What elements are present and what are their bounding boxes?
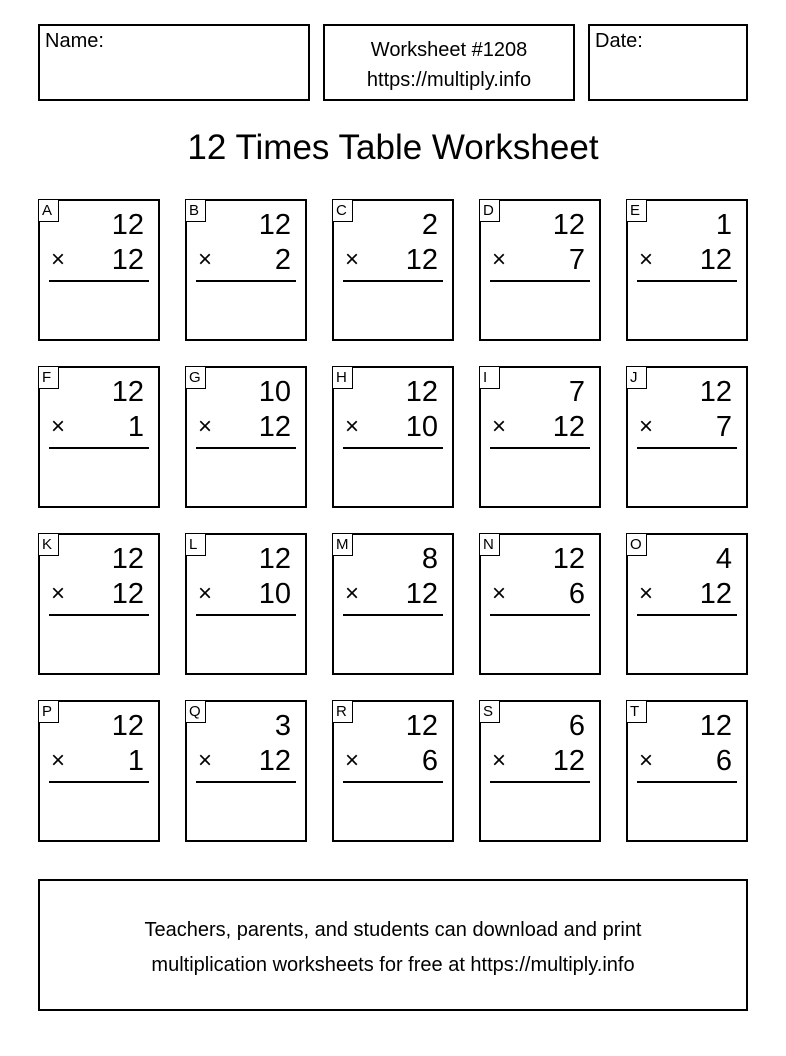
answer-line [196,781,296,783]
problem-card[interactable] [479,533,601,675]
problem-card[interactable] [38,533,160,675]
worksheet-number: Worksheet #1208 [370,39,528,61]
multiplicand: 12 [405,376,438,408]
answer-line [49,447,149,449]
answer-line [196,614,296,616]
worksheet-info-box [323,24,575,101]
multiplier: 10 [405,411,438,443]
multiplicand: 12 [258,209,291,241]
answer-line [49,781,149,783]
problem-letter: C [332,199,353,222]
times-sign: × [345,413,360,440]
multiplier: 12 [405,244,438,276]
problem-card[interactable] [626,199,748,341]
times-sign: × [198,246,213,273]
problem-card[interactable] [332,700,454,842]
times-sign: × [345,580,360,607]
answer-line [343,614,443,616]
multiplier: 12 [699,578,732,610]
problem-letter: G [185,366,206,389]
footer-line-1: Teachers, parents, and students can download and print [144,919,642,941]
times-sign: × [345,246,360,273]
multiplier: 7 [568,244,585,276]
answer-line [637,614,737,616]
problem-card[interactable] [185,533,307,675]
problem-card[interactable] [332,533,454,675]
problem-letter: J [626,366,647,389]
multiplier: 12 [699,244,732,276]
times-sign: × [51,747,66,774]
times-sign: × [639,413,654,440]
answer-line [490,280,590,282]
multiplier: 1 [127,411,144,443]
problem-card[interactable] [38,700,160,842]
times-sign: × [51,246,66,273]
times-sign: × [492,413,507,440]
multiplier: 12 [258,745,291,777]
problem-letter: Q [185,700,206,723]
multiplier: 7 [715,411,732,443]
times-sign: × [639,246,654,273]
problem-letter: P [38,700,59,723]
multiplicand: 12 [552,543,585,575]
times-sign: × [639,580,654,607]
problem-card[interactable] [626,366,748,508]
multiplier: 6 [421,745,438,777]
problem-letter: S [479,700,500,723]
times-sign: × [51,413,66,440]
multiplier: 6 [568,578,585,610]
answer-line [49,614,149,616]
answer-line [637,781,737,783]
multiplicand: 12 [111,376,144,408]
problem-letter: H [332,366,353,389]
problem-card[interactable] [332,199,454,341]
multiplicand: 2 [421,209,438,241]
date-label: Date: [595,30,643,52]
multiplier: 12 [111,244,144,276]
multiplicand: 12 [699,376,732,408]
problem-card[interactable] [479,366,601,508]
problem-card[interactable] [38,199,160,341]
problem-letter: T [626,700,647,723]
footer-line-2: multiplication worksheets for free at https://multiply.info [151,954,635,976]
times-sign: × [198,747,213,774]
times-sign: × [639,747,654,774]
worksheet-url: https://multiply.info [366,69,532,91]
answer-line [637,280,737,282]
multiplicand: 12 [111,710,144,742]
multiplicand: 1 [715,209,732,241]
problem-letter: L [185,533,206,556]
multiplier: 6 [715,745,732,777]
times-sign: × [492,580,507,607]
multiplicand: 3 [274,710,291,742]
problem-letter: K [38,533,59,556]
multiplier: 12 [111,578,144,610]
problem-card[interactable] [185,700,307,842]
problem-letter: E [626,199,647,222]
multiplicand: 7 [568,376,585,408]
multiplier: 2 [274,244,291,276]
times-sign: × [492,246,507,273]
problem-card[interactable] [626,700,748,842]
multiplicand: 4 [715,543,732,575]
answer-line [343,447,443,449]
name-field[interactable] [38,24,310,101]
problem-letter: M [332,533,353,556]
problem-letter: N [479,533,500,556]
multiplicand: 6 [568,710,585,742]
multiplicand: 10 [258,376,291,408]
problem-letter: D [479,199,500,222]
times-sign: × [51,580,66,607]
problem-card[interactable] [185,199,307,341]
problem-card[interactable] [38,366,160,508]
answer-line [343,280,443,282]
multiplicand: 12 [258,543,291,575]
answer-line [490,447,590,449]
multiplier: 10 [258,578,291,610]
problem-letter: R [332,700,353,723]
multiplicand: 12 [699,710,732,742]
name-label: Name: [45,30,104,52]
problem-card[interactable] [626,533,748,675]
problem-letter: O [626,533,647,556]
multiplier: 12 [552,411,585,443]
multiplicand: 12 [111,543,144,575]
times-sign: × [198,413,213,440]
times-sign: × [345,747,360,774]
multiplier: 12 [405,578,438,610]
answer-line [196,447,296,449]
answer-line [343,781,443,783]
answer-line [49,280,149,282]
problem-card[interactable] [185,366,307,508]
problem-card[interactable] [332,366,454,508]
footer-box [38,879,748,1011]
problem-letter: I [479,366,500,389]
multiplier: 1 [127,745,144,777]
multiplicand: 12 [405,710,438,742]
answer-line [196,280,296,282]
problem-letter: B [185,199,206,222]
multiplier: 12 [552,745,585,777]
times-sign: × [492,747,507,774]
problem-card[interactable] [479,700,601,842]
times-sign: × [198,580,213,607]
multiplicand: 12 [111,209,144,241]
answer-line [637,447,737,449]
multiplicand: 8 [421,543,438,575]
problem-card[interactable] [479,199,601,341]
multiplier: 12 [258,411,291,443]
problem-letter: F [38,366,59,389]
multiplicand: 12 [552,209,585,241]
problem-letter: A [38,199,59,222]
date-field[interactable] [588,24,748,101]
page-title: 12 Times Table Worksheet [187,128,599,167]
answer-line [490,781,590,783]
answer-line [490,614,590,616]
